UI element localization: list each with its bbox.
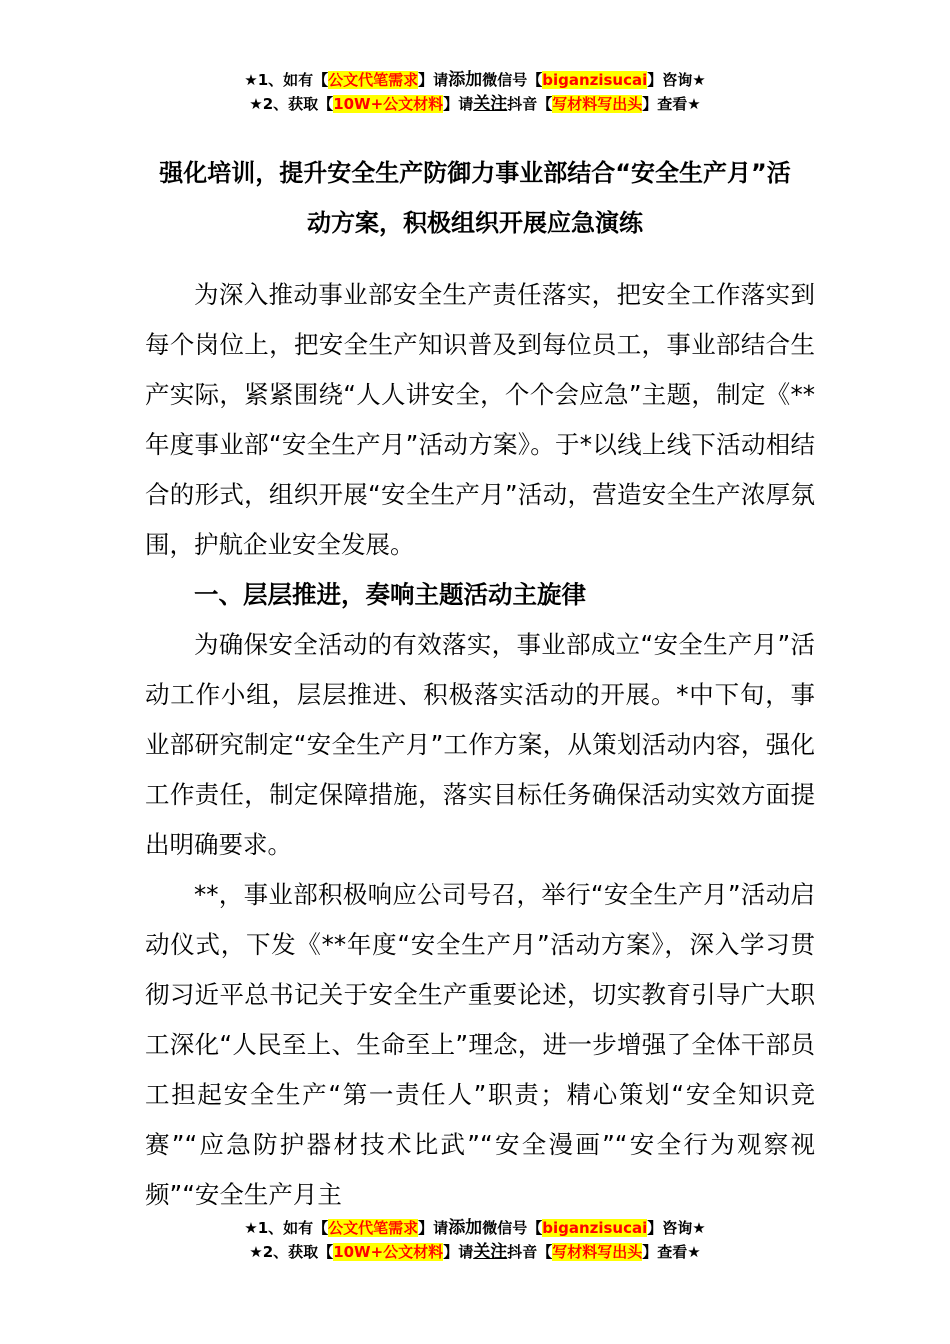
banner-text: 】查看★	[642, 1243, 701, 1261]
banner-highlight: 写材料写出头	[552, 95, 643, 113]
banner-text: 】请	[443, 95, 474, 113]
banner-text: 】请	[443, 1243, 474, 1261]
banner-emphasis: 添加	[448, 70, 483, 90]
paragraph-intro: 为深入推动事业部安全生产责任落实，把安全工作落实到每个岗位上，把安全生产知识普及到每位员工，事业部结合生产实际，紧紧围绕“人人讲安全，个个会应急”主题，制定《**年度事业部“安全生产月”活动方案》。于*以线上线下活动相结合的形式，组织开展“安全生产月”活动，营造安全生产浓厚氛围，护航企业安全发展。	[145, 280, 815, 559]
banner-text: ★1、如有【	[244, 71, 329, 89]
banner-line-2	[0, 92, 950, 116]
banner-text: ★1、如有【	[244, 1219, 329, 1237]
banner-text: 】咨询★	[647, 1219, 706, 1237]
banner-text: 抖音【	[507, 1243, 553, 1261]
banner-text: 微信号【	[482, 1219, 543, 1237]
banner-text: 微信号【	[482, 71, 543, 89]
banner-text: 】请	[418, 71, 449, 89]
banner-line-1	[0, 1216, 950, 1240]
header-banner	[0, 68, 950, 116]
paragraph-section-1: 为确保安全活动的有效落实，事业部成立“安全生产月”活动工作小组，层层推进、积极落实活动的开展。*中下旬，事业部研究制定“安全生产月”工作方案，从策划活动内容，强化工作责任，制定保障措施，落实目标任务确保活动实效方面提出明确要求。	[145, 630, 815, 859]
document-title: 强化培训，提升安全生产防御力事业部结合“安全生产月”活动方案，积极组织开展应急演练	[159, 159, 791, 237]
banner-text: 】请	[418, 1219, 449, 1237]
banner-emphasis: 关注	[473, 94, 508, 114]
banner-highlight: biganzisucai	[542, 71, 648, 89]
banner-emphasis: 添加	[448, 1218, 483, 1238]
banner-highlight: 公文代笔需求	[328, 71, 419, 89]
document-body	[145, 270, 815, 1220]
banner-highlight: 公文代笔需求	[328, 1219, 419, 1237]
banner-text: ★2、获取【	[249, 95, 334, 113]
banner-emphasis: 关注	[473, 1242, 508, 1262]
banner-highlight: 10W+公文材料	[333, 95, 444, 113]
banner-text: 】查看★	[642, 95, 701, 113]
banner-highlight: 10W+公文材料	[333, 1243, 444, 1261]
banner-line-2	[0, 1240, 950, 1264]
banner-highlight: 写材料写出头	[552, 1243, 643, 1261]
banner-text: ★2、获取【	[249, 1243, 334, 1261]
banner-line-1	[0, 68, 950, 92]
footer-banner	[0, 1216, 950, 1264]
banner-text: 抖音【	[507, 95, 553, 113]
paragraph-section-1-cont: **，事业部积极响应公司号召，举行“安全生产月”活动启动仪式，下发《**年度“安全生产月”活动方案》，深入学习贯彻习近平总书记关于安全生产重要论述，切实教育引导广大职工深化“人民至上、生命至上”理念，进一步增强了全体干部员工担起安全生产“第一责任人”职责；精心策划“安全知识竞赛”“应急防护器材技术比武”“安全漫画”“安全行为观察视频”“安全生产月主	[145, 880, 815, 1209]
banner-highlight: biganzisucai	[542, 1219, 648, 1237]
banner-text: 】咨询★	[647, 71, 706, 89]
section-heading-1: 一、层层推进，奏响主题活动主旋律	[194, 580, 586, 609]
